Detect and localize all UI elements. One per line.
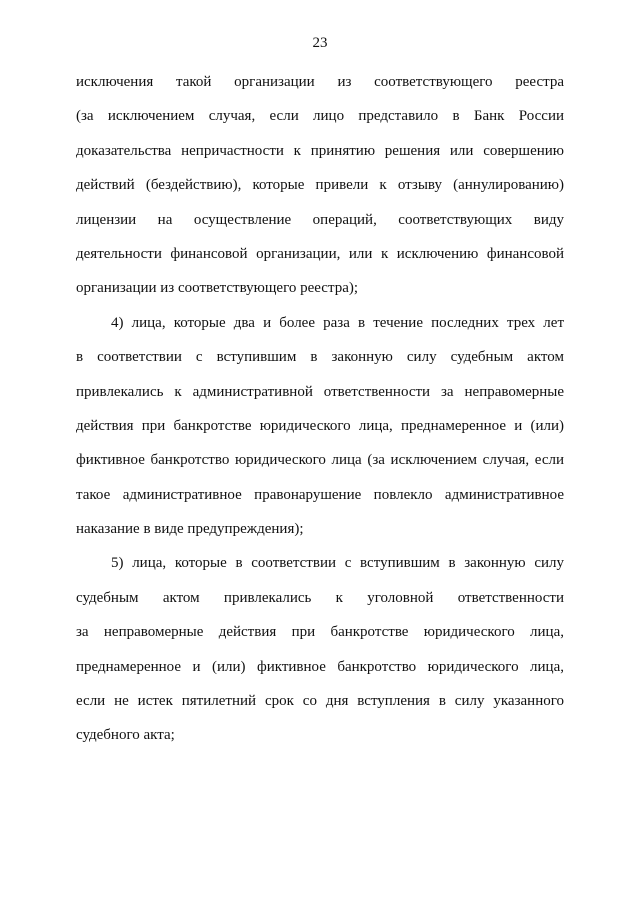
text-line: судебным актом привлекались к уголовной ответственности — [76, 589, 564, 606]
text-line: доказательства непричастности к принятию решения или совершению — [76, 142, 564, 159]
text-line: 4) лица, которые два и более раза в течение последних трех лет — [111, 314, 564, 331]
text-line: 5) лица, которые в соответствии с вступившим в законную силу — [111, 555, 564, 572]
paragraph — [76, 70, 564, 311]
text-line: в соответствии с вступившим в законную силу судебным актом — [76, 349, 564, 366]
text-line: действий (бездействию), которые привели к отзыву (аннулированию) — [76, 177, 564, 194]
text-line: судебного акта; — [76, 727, 175, 744]
document-body — [76, 70, 564, 758]
paragraph — [76, 551, 564, 757]
text-line: фиктивное банкротство юридического лица (за исключением случая, если — [76, 452, 564, 469]
text-line: наказание в виде предупреждения); — [76, 521, 304, 538]
text-line: (за исключением случая, если лицо представило в Банк России — [76, 108, 564, 125]
text-line: организации из соответствующего реестра); — [76, 280, 359, 297]
text-line: преднамеренное и (или) фиктивное банкротство юридического лица, — [76, 658, 564, 675]
text-line: действия при банкротстве юридического лица, преднамеренное и (или) — [76, 417, 564, 434]
text-line: деятельности финансовой организации, или к исключению финансовой — [76, 245, 564, 262]
text-line: лицензии на осуществление операций, соответствующих виду — [76, 211, 564, 228]
text-line: исключения такой организации из соответствующего реестра — [76, 74, 564, 90]
text-line: привлекались к административной ответственности за неправомерные — [76, 383, 564, 400]
page-number: 23 — [312, 35, 328, 51]
text-line: за неправомерные действия при банкротстве юридического лица, — [76, 624, 564, 641]
paragraph — [76, 311, 564, 552]
text-line: если не истек пятилетний срок со дня вступления в силу указанного — [76, 693, 564, 710]
text-line: такое административное правонарушение повлекло административное — [76, 486, 564, 503]
